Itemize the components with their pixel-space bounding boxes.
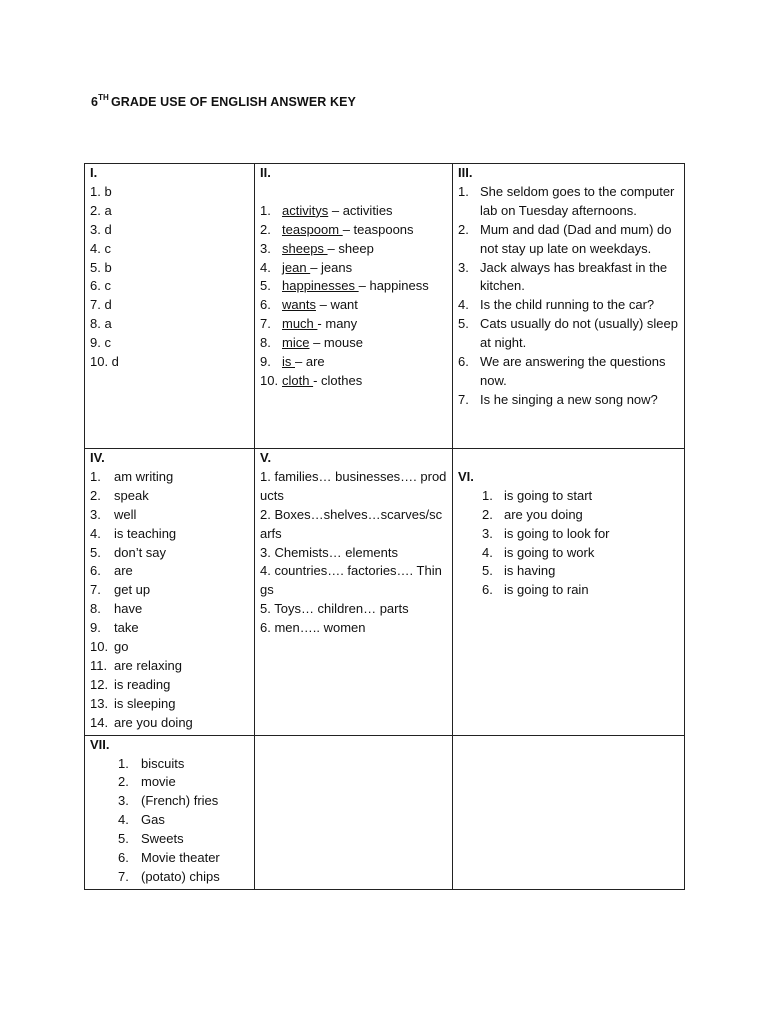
answer-item: 3. d bbox=[90, 221, 112, 237]
answer-item: 6. men….. women bbox=[260, 620, 366, 636]
answer-item bbox=[90, 695, 250, 714]
table-row bbox=[85, 735, 685, 889]
separator: – bbox=[342, 221, 354, 237]
item-number: 11. bbox=[90, 657, 108, 673]
item-number: 5. bbox=[260, 278, 271, 294]
separator: – bbox=[310, 259, 322, 275]
answer-item: 9. c bbox=[90, 335, 111, 351]
answer-item bbox=[90, 581, 250, 600]
item-number: 4. bbox=[90, 525, 101, 541]
separator: – bbox=[315, 297, 331, 313]
sentence-item bbox=[458, 221, 680, 259]
answer-item bbox=[458, 544, 680, 563]
answer-item: 10. d bbox=[90, 354, 119, 370]
spacer-line bbox=[458, 449, 680, 468]
correct-word: many bbox=[325, 316, 358, 332]
answer-item bbox=[90, 562, 250, 581]
answer-item bbox=[458, 525, 680, 544]
item-number: 5. bbox=[118, 831, 129, 847]
section-3-cell bbox=[453, 164, 685, 449]
answer-text: speak bbox=[114, 487, 149, 503]
separator: – bbox=[309, 335, 324, 351]
answer-item bbox=[90, 525, 250, 544]
item-number: 1. bbox=[260, 202, 271, 218]
item-number: 4. bbox=[458, 297, 469, 313]
answer-text: is having bbox=[504, 563, 556, 579]
correction-item bbox=[260, 372, 448, 391]
answer-item bbox=[90, 487, 250, 506]
page-title bbox=[91, 93, 356, 109]
item-number: 7. bbox=[458, 391, 469, 407]
section-3-list bbox=[458, 183, 680, 410]
answer-text: (French) fries bbox=[141, 793, 219, 809]
incorrect-word: much bbox=[282, 316, 318, 332]
sentence-item bbox=[458, 259, 680, 297]
answer-item bbox=[90, 468, 250, 487]
incorrect-word: is bbox=[282, 354, 295, 370]
section-5-list bbox=[260, 468, 448, 638]
answer-item: 8. a bbox=[90, 316, 112, 332]
separator: – bbox=[295, 354, 306, 370]
correct-word: sheep bbox=[338, 240, 374, 256]
table-row bbox=[85, 449, 685, 736]
section-7-cell bbox=[85, 735, 255, 889]
answer-text: is teaching bbox=[114, 525, 177, 541]
separator: - bbox=[313, 372, 322, 388]
item-number: 4. bbox=[118, 812, 129, 828]
item-number: 2. bbox=[482, 506, 493, 522]
answer-item bbox=[458, 506, 680, 525]
answer-text: are you doing bbox=[114, 714, 193, 730]
answer-text: Sweets bbox=[141, 831, 184, 847]
item-number: 8. bbox=[260, 335, 271, 351]
answer-text: Gas bbox=[141, 812, 165, 828]
answer-item bbox=[90, 544, 250, 563]
section-1-cell bbox=[85, 164, 255, 449]
section-7-list bbox=[90, 755, 250, 887]
answer-item bbox=[90, 849, 250, 868]
item-number: 1. bbox=[482, 487, 493, 503]
incorrect-word: teaspoom bbox=[282, 221, 343, 237]
answer-item bbox=[458, 562, 680, 581]
table-row bbox=[85, 164, 685, 449]
section-5-cell bbox=[255, 449, 453, 736]
section-heading: I. bbox=[90, 165, 98, 180]
item-number: 4. bbox=[260, 259, 271, 275]
item-number: 4. bbox=[482, 544, 493, 560]
correct-word: are bbox=[305, 354, 325, 370]
answer-text: take bbox=[114, 620, 139, 636]
item-number: 6. bbox=[458, 354, 469, 370]
item-number: 3. bbox=[118, 793, 129, 809]
section-2-cell bbox=[255, 164, 453, 449]
title-text: GRADE USE OF ENGLISH ANSWER KEY bbox=[110, 95, 356, 109]
correction-item bbox=[260, 277, 448, 296]
answer-text: am writing bbox=[114, 468, 174, 484]
answer-text: go bbox=[114, 639, 129, 655]
answer-item bbox=[90, 600, 250, 619]
answer-item bbox=[458, 581, 680, 600]
item-number: 13. bbox=[90, 695, 109, 711]
correction-item bbox=[260, 296, 448, 315]
sentence-text: She seldom goes to the computer lab on Tuesday afternoons. bbox=[480, 183, 675, 218]
answer-item bbox=[90, 714, 250, 733]
answer-item bbox=[90, 792, 250, 811]
answer-item bbox=[90, 830, 250, 849]
answer-text: is going to work bbox=[504, 544, 595, 560]
answer-text: is sleeping bbox=[114, 695, 176, 711]
item-number: 2. bbox=[458, 221, 469, 237]
section-2-list bbox=[260, 202, 448, 391]
correct-word: activities bbox=[342, 202, 393, 218]
section-heading: II. bbox=[260, 165, 271, 180]
correction-item bbox=[260, 334, 448, 353]
answer-text: are bbox=[114, 563, 133, 579]
item-number: 5. bbox=[90, 544, 101, 560]
empty-cell bbox=[453, 735, 685, 889]
answer-item: 7. d bbox=[90, 297, 112, 313]
answer-item: 1. families… businesses…. products bbox=[260, 468, 447, 503]
answer-item bbox=[90, 755, 250, 774]
answer-item: 5. b bbox=[90, 259, 112, 275]
answer-text: well bbox=[114, 506, 137, 522]
answer-text: is reading bbox=[114, 676, 171, 692]
item-number: 1. bbox=[458, 183, 469, 199]
item-number: 5. bbox=[458, 316, 469, 332]
item-number: 6. bbox=[482, 582, 493, 598]
incorrect-word: sheeps bbox=[282, 240, 328, 256]
answer-text: Movie theater bbox=[141, 850, 220, 866]
answer-text: is going to rain bbox=[504, 582, 589, 598]
section-4-cell bbox=[85, 449, 255, 736]
answer-item: 1. b bbox=[90, 183, 112, 199]
sentence-text: Mum and dad (Dad and mum) do not stay up late on weekdays. bbox=[480, 221, 672, 256]
answer-text: have bbox=[114, 601, 143, 617]
answer-item: 4. c bbox=[90, 240, 111, 256]
section-heading: IV. bbox=[90, 450, 105, 465]
sentence-text: We are answering the questions now. bbox=[480, 354, 666, 388]
section-heading: V. bbox=[260, 450, 272, 465]
answer-item: 4. countries…. factories…. Things bbox=[260, 563, 442, 598]
item-number: 9. bbox=[90, 620, 101, 636]
item-number: 3. bbox=[260, 240, 271, 256]
separator: – bbox=[358, 278, 370, 294]
answer-item bbox=[90, 868, 250, 887]
answer-text: are you doing bbox=[504, 506, 583, 522]
item-number: 6. bbox=[90, 563, 101, 579]
sentence-item bbox=[458, 296, 680, 315]
item-number: 2. bbox=[260, 221, 271, 237]
sentence-item bbox=[458, 391, 680, 410]
item-number: 7. bbox=[118, 868, 129, 884]
answer-item bbox=[90, 811, 250, 830]
item-number: 14. bbox=[90, 714, 109, 730]
correction-item bbox=[260, 315, 448, 334]
item-number: 1. bbox=[118, 755, 129, 771]
item-number: 6. bbox=[260, 297, 271, 313]
title-superscript: TH bbox=[98, 93, 109, 102]
item-number: 2. bbox=[118, 774, 129, 790]
correct-word: jeans bbox=[321, 259, 353, 275]
answer-item: 3. Chemists… elements bbox=[260, 544, 398, 560]
correct-word: clothes bbox=[321, 372, 363, 388]
item-number: 10. bbox=[90, 639, 109, 655]
incorrect-word: jean bbox=[282, 259, 311, 275]
answer-item bbox=[90, 638, 250, 657]
empty-cell bbox=[255, 735, 453, 889]
item-number: 8. bbox=[90, 601, 101, 617]
item-number: 9. bbox=[260, 354, 271, 370]
sentence-item bbox=[458, 315, 680, 353]
sentence-item bbox=[458, 353, 680, 391]
correction-item bbox=[260, 353, 448, 372]
correction-item bbox=[260, 259, 448, 278]
incorrect-word: cloth bbox=[282, 372, 314, 388]
item-number: 3. bbox=[458, 259, 469, 275]
answer-text: don’t say bbox=[114, 544, 167, 560]
item-number: 7. bbox=[90, 582, 101, 598]
item-number: 12. bbox=[90, 676, 109, 692]
incorrect-word: wants bbox=[282, 297, 316, 313]
section-1-list bbox=[90, 183, 250, 372]
answer-item bbox=[90, 773, 250, 792]
answer-item bbox=[458, 487, 680, 506]
answer-text: (potato) chips bbox=[141, 868, 220, 884]
sentence-item bbox=[458, 183, 680, 221]
section-heading: VI. bbox=[458, 468, 474, 484]
title-grade: 6 bbox=[91, 95, 99, 109]
section-4-list bbox=[90, 468, 250, 733]
section-6-cell bbox=[453, 449, 685, 736]
answer-item bbox=[90, 506, 250, 525]
correction-item bbox=[260, 221, 448, 240]
answer-text: movie bbox=[141, 774, 176, 790]
item-number: 3. bbox=[482, 525, 493, 541]
answer-item: 6. c bbox=[90, 278, 111, 294]
answer-text: biscuits bbox=[141, 755, 185, 771]
correct-word: happiness bbox=[369, 278, 429, 294]
sentence-text: Cats usually do not (usually) sleep at night. bbox=[480, 316, 678, 351]
answer-item: 2. a bbox=[90, 202, 112, 218]
item-number: 6. bbox=[118, 850, 129, 866]
item-number: 3. bbox=[90, 506, 101, 522]
answer-item bbox=[90, 657, 250, 676]
answer-item bbox=[90, 619, 250, 638]
item-number: 7. bbox=[260, 316, 271, 332]
answer-item: 5. Toys… children… parts bbox=[260, 601, 409, 617]
item-number: 10. bbox=[260, 372, 279, 388]
answer-item: 2. Boxes…shelves…scarves/scarfs bbox=[260, 506, 443, 541]
separator: - bbox=[317, 316, 326, 332]
section-heading: VII. bbox=[90, 736, 110, 752]
section-heading: III. bbox=[458, 165, 473, 180]
separator: – bbox=[327, 240, 339, 256]
answer-text: get up bbox=[114, 582, 151, 598]
item-number: 5. bbox=[482, 563, 493, 579]
section-6-list bbox=[458, 487, 680, 600]
incorrect-word: happinesses bbox=[282, 278, 359, 294]
correction-item bbox=[260, 240, 448, 259]
item-number: 1. bbox=[90, 468, 101, 484]
item-number: 2. bbox=[90, 487, 101, 503]
answer-text: are relaxing bbox=[114, 657, 182, 673]
answer-text: is going to look for bbox=[504, 525, 610, 541]
sentence-text: Jack always has breakfast in the kitchen. bbox=[480, 259, 668, 294]
separator: – bbox=[328, 202, 343, 218]
spacer-line bbox=[260, 183, 448, 202]
answer-item bbox=[90, 676, 250, 695]
answer-text: is going to start bbox=[504, 487, 593, 503]
incorrect-word: activitys bbox=[282, 202, 329, 218]
answer-key-table bbox=[84, 163, 685, 890]
sentence-text: Is he singing a new song now? bbox=[480, 391, 658, 407]
correction-item bbox=[260, 202, 448, 221]
correct-word: teaspoons bbox=[353, 221, 414, 237]
sentence-text: Is the child running to the car? bbox=[480, 297, 655, 313]
correct-word: want bbox=[330, 297, 358, 313]
correct-word: mouse bbox=[323, 335, 363, 351]
incorrect-word: mice bbox=[282, 335, 310, 351]
